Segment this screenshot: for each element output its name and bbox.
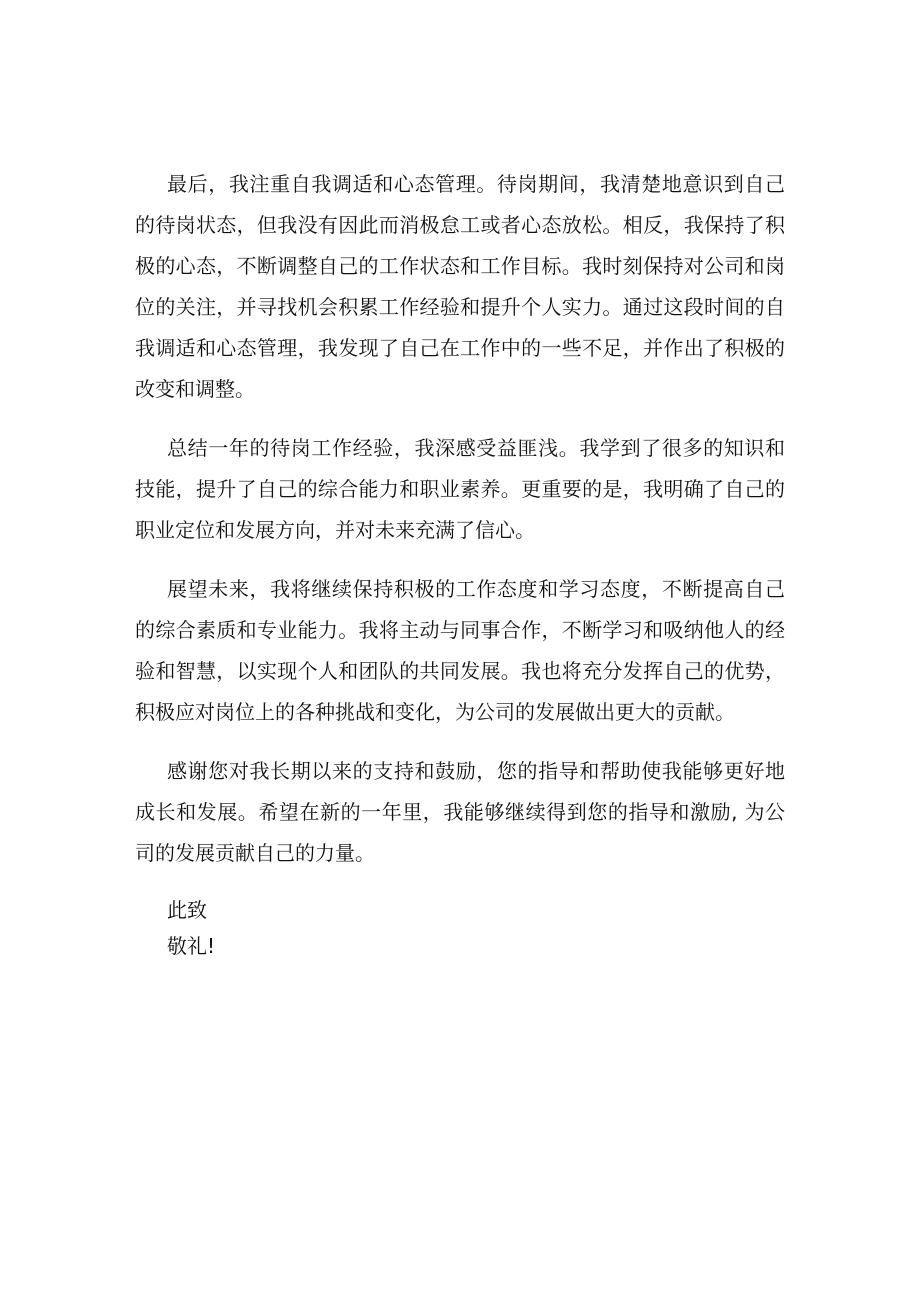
paragraph-thanks: 感谢您对我长期以来的支持和鼓励，您的指导和帮助使我能够更好地成长和发展。希望在新的一年里，我能够继续得到您的指导和激励, 为公司的发展贡献自己的力量。 <box>135 759 785 865</box>
paragraph-outlook: 展望未来，我将继续保持积极的工作态度和学习态度，不断提高自己的综合素质和专业能力。我将主动与同事合作，不断学习和吸纳他人的经验和智慧，以实现个人和团队的共同发展。我也将充分发挥自己的优势，积极应对岗位上的各种挑战和变化，为公司的发展做出更大的贡献。 <box>135 577 785 724</box>
closing-salutation: 此致 <box>167 898 207 922</box>
letter-body <box>135 164 785 964</box>
closing-regards: 敬礼! <box>167 934 216 958</box>
paragraph-summary: 总结一年的待岗工作经验，我深感受益匪浅。我学到了很多的知识和技能，提升了自己的综合能力和职业素养。更重要的是，我明确了自己的职业定位和发展方向，并对未来充满了信心。 <box>135 436 785 542</box>
paragraph-self-adjustment: 最后，我注重自我调适和心态管理。待岗期间，我清楚地意识到自己的待岗状态，但我没有因此而消极怠工或者心态放松。相反，我保持了积极的心态，不断调整自己的工作状态和工作目标。我时刻保持对公司和岗位的关注，并寻找机会积累工作经验和提升个人实力。通过这段时间的自我调适和心态管理，我发现了自己在工作中的一些不足，并作出了积极的改变和调整。 <box>135 172 785 401</box>
